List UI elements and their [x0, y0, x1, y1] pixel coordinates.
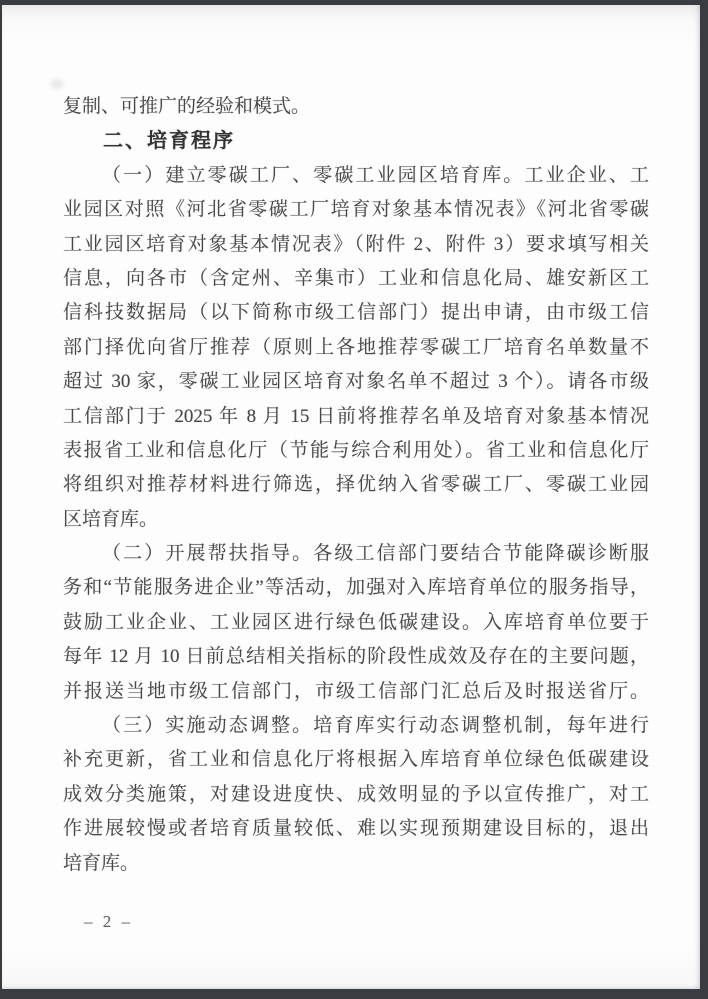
- text-line: 培育库。: [63, 852, 140, 874]
- text-line: 将组织对推荐材料进行筛选，择优纳入省零碳工厂、零碳工业园: [63, 474, 649, 496]
- text-line: 信科技数据局（以下简称市级工信部门）提出申请，由市级工信: [63, 302, 649, 324]
- section-heading: 二、培育程序: [103, 130, 235, 153]
- text-line: 部门择优向省厅推荐（原则上各地推荐零碳工厂培育名单数量不: [63, 336, 649, 358]
- text-line: 工业园区培育对象基本情况表》（附件 2、附件 3）要求填写相关: [63, 233, 649, 255]
- text-line: 复制、可推广的经验和模式。: [63, 96, 311, 117]
- text-line: 区培育库。: [63, 508, 159, 530]
- text-line: 并报送当地市级工信部门，市级工信部门汇总后及时报送省厅。: [63, 680, 649, 702]
- text-line: （二）开展帮扶指导。各级工信部门要结合节能降碳诊断服: [102, 543, 649, 565]
- text-line: 作进展较慢或者培育质量较低、难以实现预期建设目标的，退出: [63, 818, 649, 840]
- text-line: 成效分类施策，对建设进度快、成效明显的予以宣传推广，对工: [63, 783, 649, 805]
- text-line: 鼓励工业企业、工业园区进行绿色低碳建设。入库培育单位要于: [63, 611, 649, 633]
- scan-smudge: [50, 79, 64, 89]
- text-line: 表报省工业和信息化厅（节能与综合利用处）。省工业和信息化厅: [63, 439, 649, 461]
- text-line: 补充更新，省工业和信息化厅将根据入库培育单位绿色低碳建设: [63, 749, 649, 771]
- text-line: 业园区对照《河北省零碳工厂培育对象基本情况表》《河北省零碳: [63, 199, 649, 221]
- text-line: （一）建立零碳工厂、零碳工业园区培育库。工业企业、工: [102, 164, 649, 186]
- text-line: （三）实施动态调整。培育库实行动态调整机制，每年进行: [102, 715, 649, 737]
- text-line: 每年 12 月 10 日前总结相关指标的阶段性成效及存在的主要问题，: [63, 646, 649, 668]
- document-page: [2, 5, 700, 989]
- text-line: 超过 30 家，零碳工业园区培育对象名单不超过 3 个）。请各市级: [63, 371, 649, 393]
- text-line: 务和“节能服务进企业”等活动，加强对入库培育单位的服务指导，: [63, 577, 649, 599]
- text-line: 信息，向各市（含定州、辛集市）工业和信息化局、雄安新区工: [63, 267, 649, 289]
- page-number: – 2 –: [84, 912, 133, 931]
- text-line: 工信部门于 2025 年 8 月 15 日前将推荐名单及培育对象基本情况: [63, 405, 649, 427]
- document-body: [63, 90, 649, 881]
